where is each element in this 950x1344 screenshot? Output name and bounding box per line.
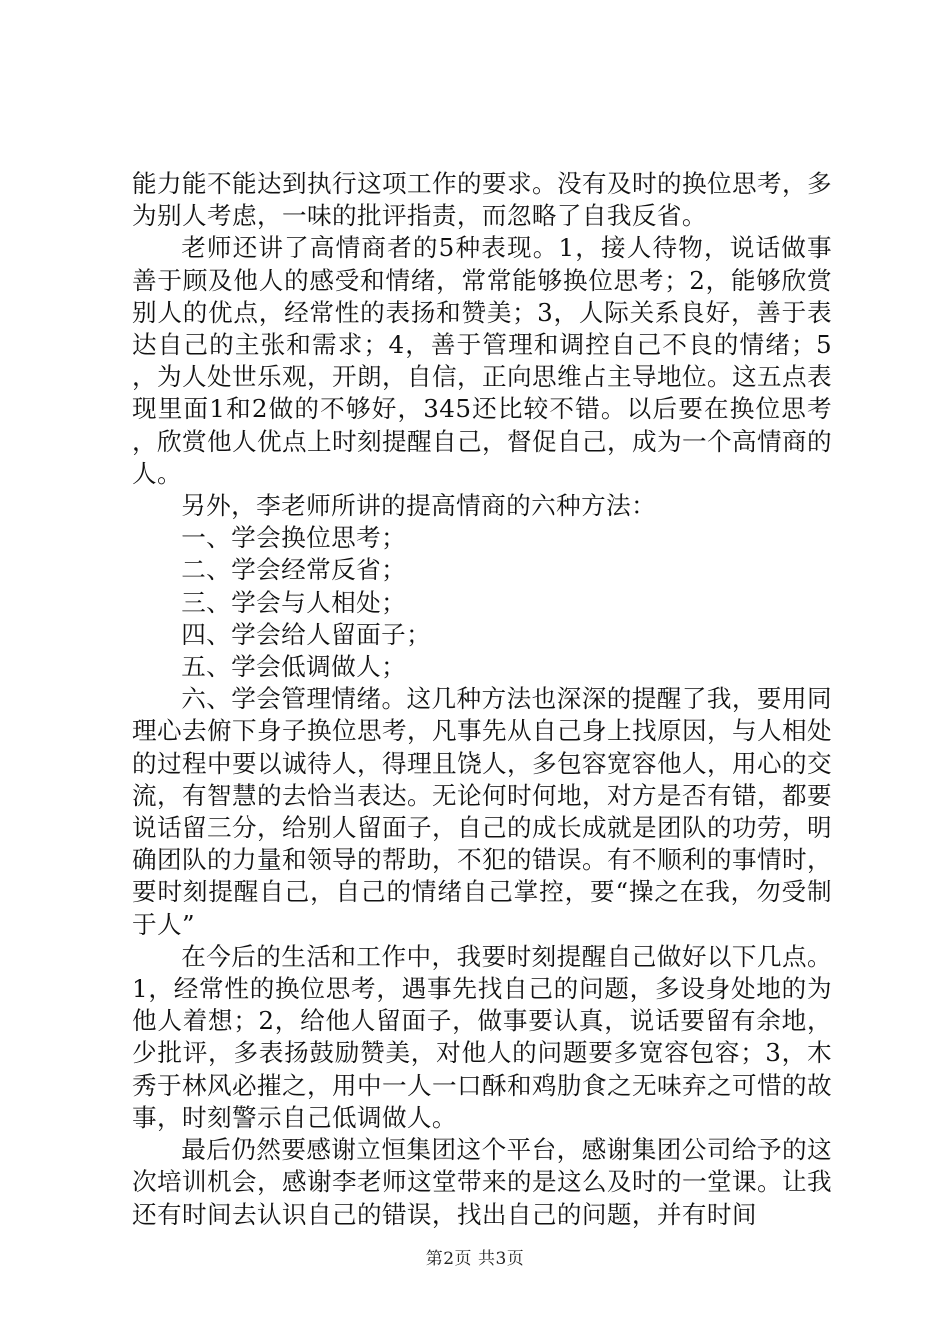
paragraph-continuation: 能力能不能达到执行这项工作的要求。没有及时的换位思考，多为别人考虑，一味的批评指责，而忽略了自我反省。 (132, 169, 832, 231)
page-number-label: 第2页 共3页 (425, 1249, 525, 1269)
list-item-method-6: 六、学会管理情绪。这几种方法也深深的提醒了我，要用同理心去俯下身子换位思考，凡事先从自己身上找原因，与人相处的过程中要以诚待人，得理且饶人，多包容宽容他人，用心的交流，有智慧的去恰当表达。无论何时何地，对方是否有错，都要说话留三分，给别人留面子，自己的成长成就是团队的功劳，明确团队的力量和领导的帮助，不犯的错误。有不顺利的事情时，要时刻提醒自己，自己的情绪自己掌控，要“操之在我，勿受制于人” (132, 684, 832, 939)
list-item-method-5: 五、学会低调做人； (181, 652, 407, 682)
list-item-method-3: 三、学会与人相处； (181, 587, 407, 617)
paragraph-future-plans: 在今后的生活和工作中，我要时刻提醒自己做好以下几点。1，经常性的换位思考，遇事先找自己的问题，多设身处地的为他人着想；2，给他人留面子，做事要认真，说话要留有余地，少批评，多表扬鼓励赞美，对他人的问题要多宽容包容；3，木秀于林风必摧之，用中一人一口酥和鸡肋食之无味弃之可惜的故事，时刻警示自己低调做人。 (132, 941, 832, 1132)
paragraph-thanks: 最后仍然要感谢立恒集团这个平台，感谢集团公司给予的这次培训机会，感谢李老师这堂带来的是这么及时的一堂课。让我还有时间去认识自己的错误，找出自己的问题，并有时间 (132, 1135, 832, 1229)
list-item-method-1: 一、学会换位思考； (181, 523, 407, 553)
paragraph-methods-intro: 另外，李老师所讲的提高情商的六种方法： (181, 491, 657, 521)
page-footer (0, 1244, 950, 1269)
document-body (132, 168, 832, 1231)
list-item-method-2: 二、学会经常反省； (181, 555, 407, 585)
paragraph-eq-traits: 老师还讲了高情商者的5种表现。1，接人待物，说话做事善于顾及他人的感受和情绪，常常能够换位思考；2，能够欣赏别人的优点，经常性的表扬和赞美；3，人际关系良好，善于表达自己的主张和需求；4，善于管理和调控自己不良的情绪；5，为人处世乐观，开朗，自信，正向思维占主导地位。这五点表现里面1和2做的不够好，345还比较不错。以后要在换位思考，欣赏他人优点上时刻提醒自己，督促自己，成为一个高情商的人。 (132, 233, 832, 488)
list-item-method-4: 四、学会给人留面子； (181, 619, 432, 649)
